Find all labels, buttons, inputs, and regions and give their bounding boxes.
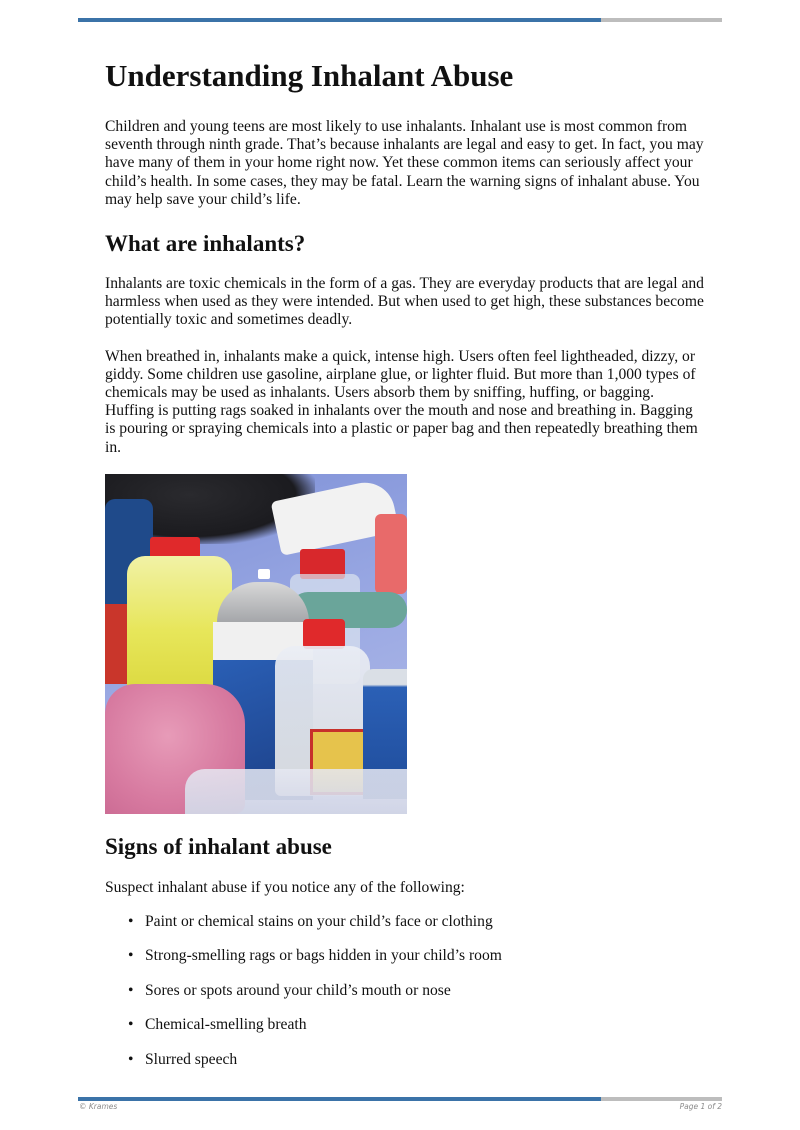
cleaning-products-photo: [105, 474, 407, 814]
footer-rule-blue: [78, 1097, 601, 1101]
intro-paragraph: Children and young teens are most likely to use inhalants. Inhalant use is most common from seventh through ninth grade. That’s because inhalants are legal and easy to get. In fact, you may have many of them in your home right now. Yet these common items can seriously affect your child’s health. In some cases, they may be fatal. Learn the warning signs of inhalant abuse. You may help save your child’s life.: [105, 118, 704, 208]
list-item: [128, 1016, 705, 1034]
document-body: [105, 56, 705, 1085]
bullet-icon: •: [128, 1050, 134, 1068]
signs-list: [105, 913, 705, 1069]
list-item-text: Paint or chemical stains on your child’s face or clothing: [145, 913, 493, 931]
list-item-text: Sores or spots around your child’s mouth or nose: [145, 981, 451, 999]
page-title: Understanding Inhalant Abuse: [105, 58, 514, 93]
header-rule-blue: [78, 18, 601, 22]
copyright-text: © Krames: [79, 1102, 118, 1111]
footer-rule-gray: [601, 1097, 722, 1101]
list-item-text: Strong-smelling rags or bags hidden in your child’s room: [145, 947, 502, 965]
list-item-text: Slurred speech: [145, 1050, 238, 1068]
list-item: [128, 913, 705, 931]
signs-lead-paragraph: Suspect inhalant abuse if you notice any of the following:: [105, 878, 465, 896]
section-heading-signs-of-abuse: Signs of inhalant abuse: [105, 833, 332, 859]
section-heading-what-are-inhalants: What are inhalants?: [105, 231, 306, 257]
header-rule: [78, 18, 722, 22]
bullet-icon: •: [128, 981, 134, 999]
list-item-text: Chemical-smelling breath: [145, 1016, 307, 1034]
list-item: [128, 947, 705, 965]
bullet-icon: •: [128, 913, 134, 931]
page-footer: [79, 1102, 722, 1111]
paragraph-inhalant-effects: When breathed in, inhalants make a quick, intense high. Users often feel lightheaded, dizzy, or giddy. Some children use gasoline, airplane glue, or lighter fluid. But more than 1,000 types of chemicals may be used as inhalants. Users absorb them by sniffing, huffing, or bagging. Huffing is putting rags soaked in inhalants over the mouth and nose and breathing in. Bagging is pouring or spraying chemicals into a plastic or paper bag and then repeatedly breathing them in.: [105, 347, 698, 456]
page-number: Page 1 of 2: [679, 1102, 722, 1111]
list-item: [128, 1050, 705, 1069]
header-rule-gray: [601, 18, 722, 22]
footer-rule: [78, 1097, 722, 1101]
list-item: [128, 981, 705, 1000]
paragraph-inhalants-definition: Inhalants are toxic chemicals in the form of a gas. They are everyday products that are legal and harmless when used as they were intended. But when used to get high, these substances become potentially toxic and sometimes deadly.: [105, 275, 704, 329]
bullet-icon: •: [128, 947, 134, 965]
bullet-icon: •: [128, 1016, 134, 1034]
